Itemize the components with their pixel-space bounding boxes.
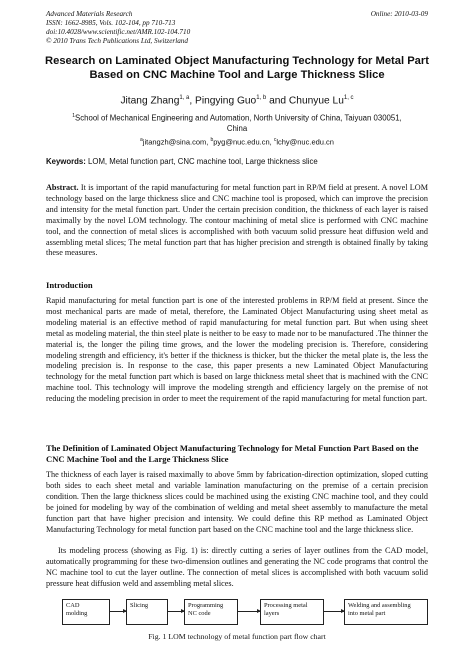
affiliation-mark: 1	[72, 113, 76, 119]
email-mark: b	[210, 137, 214, 143]
affiliation-line-1: School of Mechanical Engineering and Automation, North University of China, Taiyuan 030051,	[75, 113, 402, 123]
title-line-2: Based on CNC Machine Tool and Large Thickness Slice	[89, 69, 385, 81]
flowchart	[46, 599, 428, 629]
intro-heading: Introduction	[46, 280, 93, 290]
abstract	[46, 183, 428, 259]
flow-box-welding: Welding and assembling into metal part	[344, 599, 428, 625]
email-address: pyg@nuc.edu.cn,	[213, 137, 272, 147]
flow-arrow	[168, 611, 184, 612]
email-address: jitangzh@sina.com,	[142, 137, 209, 147]
journal-name: Advanced Materials Research	[46, 10, 133, 18]
doi-line: doi:10.4028/www.scientific.net/AMR.102-104.710	[46, 28, 191, 36]
flow-box-programming: Programming NC code	[184, 599, 238, 625]
title-line-1: Research on Laminated Object Manufacturing Technology for Metal Part	[45, 55, 429, 67]
author-affiliation-mark: 1, b	[256, 95, 267, 101]
keywords-label: Keywords:	[46, 157, 86, 166]
author-name: Jitang Zhang	[120, 95, 180, 107]
author-name: Pingying Guo	[195, 95, 257, 107]
abstract-text: It is important of the rapid manufacturing for metal function part in RP/M field at present. A novel LOM technology based on the large thickness slice and CNC machine tool is proposed, which can improve the precision and intensity for the metal function part. Under the certain precision condition, the thickness of each layer is raised maximally by the novel LOM technology. The contour machining of metal slice is performed with CNC machine tool, and the connection of metal slices is accomplished with both vacuum solid pressure heat diffusion weld and assembling metal slices; The metal function part that has higher precision and strength is obtained finally by taking these measures.	[46, 183, 428, 258]
author-affiliation-mark: 1, a	[179, 95, 190, 101]
keywords	[46, 157, 318, 166]
intro-paragraph: Rapid manufacturing for metal function part is one of the interested problems in RP/M field at present. Since the most mechanical parts are made of metal, therefore, the Laminated Object Manufacturing using sheet metal as modeling material is an effective method of rapid manufacturing for metal function part. But when using sheet metal as modeling material, the thin steel plate is neither to be easy to made nor to be manufactured .The thinner the material is, the longer the piling time grows, and the lower the modeling precision is. Therefore, considering modeling strength and efficiency, it's better if the thickness is thicker, but the thicker the metal plate is, the less the modeling precision is. In response to the case, this paper presents a new Laminated Object Manufacturing technology for the metal function part which is based on large thickness metal sheet that is machined with the CNC machine tool. This technology will improve the modeling strength and efficiency largely on the premise of not reducing the modeling precision in order to meet the requirement of the rapid manufacturing for metal function part.	[46, 296, 428, 404]
journal-header	[46, 10, 190, 46]
flow-arrow	[324, 611, 344, 612]
issn-line: ISSN: 1662-8985, Vols. 102-104, pp 710-713	[46, 19, 176, 27]
author-name: Chunyue Lu	[288, 95, 344, 107]
copyright-line: © 2010 Trans Tech Publications Ltd, Switzerland	[46, 37, 188, 45]
definition-heading: The Definition of Laminated Object Manufacturing Technology for Metal Function Part Based on the CNC Machine Tool and the Large Thickness Slice	[46, 443, 419, 464]
email-mark: c	[273, 137, 277, 143]
affiliation-line-2: China	[226, 123, 248, 133]
author-list: Jitang Zhang$^{1, a}$, Pingying Guo$^{1, b}$ and Chunyue Lu$^{1, c}$	[120, 95, 354, 107]
author-conjunction: and	[269, 95, 287, 107]
flow-box-cad-molding: CAD molding	[62, 599, 110, 625]
figure-caption: Fig. 1 LOM technology of metal function part flow chart	[148, 632, 326, 641]
flow-arrow	[238, 611, 260, 612]
definition-paragraph: The thickness of each layer is raised maximally to above 5mm by fabrication-direction optimization, sloped cutting both sides to each sheet metal and variable lamination manufacturing on the premise of a certain precision condition. Then the large thickness slices could be machined using the existing CNC machine tool, and they could be joined for modeling by way of the combination of welding and metal sheet assembly to manufacture the metal function part that have higher precision and intensity. We could define this RP method as Laminated Object Manufacturing Technology for metal function part based on the CNC machine tool and the large thickness slice.	[46, 470, 428, 534]
flow-box-slicing: Slicing	[126, 599, 168, 625]
email-address: lchy@nuc.edu.cn	[276, 137, 334, 147]
email-list	[40, 137, 434, 147]
paper-title	[40, 54, 434, 82]
online-date: Online: 2010-03-09	[370, 10, 428, 18]
flow-arrow	[110, 611, 126, 612]
process-paragraph: Its modeling process (showing as Fig. 1) is: directly cutting a series of layer outlines from the CAD model, automatically programming for these two-dimension outlines and generating the NC code programs that control the NC machine tool to cut the layer outline. The connection of metal slices is accomplished with both vacuum solid pressure heat diffusion weld and assembling metal slices.	[46, 546, 428, 588]
keywords-text: LOM, Metal function part, CNC machine tool, Large thickness slice	[85, 157, 318, 166]
email-mark: a	[140, 137, 143, 143]
abstract-label: Abstract.	[46, 183, 79, 192]
affiliation	[40, 111, 434, 134]
flow-box-processing: Processing metal layers	[260, 599, 324, 625]
author-affiliation-mark: 1, c	[343, 95, 354, 101]
